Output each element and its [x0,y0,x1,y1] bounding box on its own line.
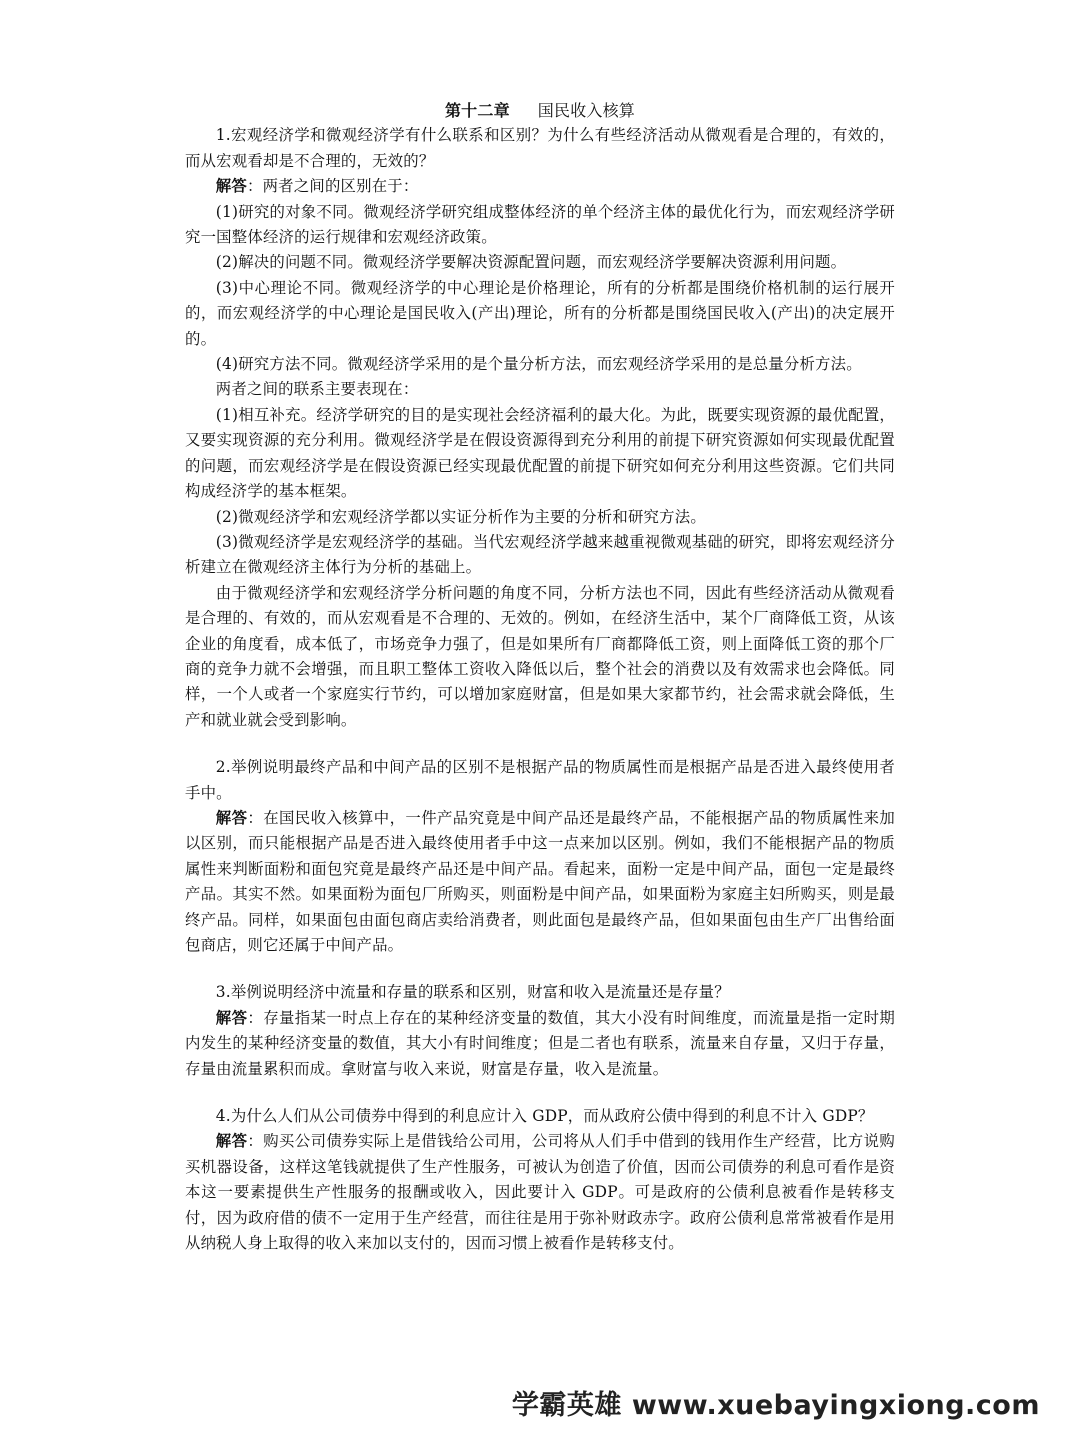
answer-3: 解答：存量指某一时点上存在的某种经济变量的数值，其大小没有时间维度，而流量是指一定时期内发生的某种经济变量的数值，其大小有时间维度；但是二者也有联系，流量来自存量，又归于存量，存量由流量累积而成。拿财富与收入来说，财富是存量，收入是流量。 [185,1008,896,1078]
chapter-title [185,98,895,123]
question-2: 2.举例说明最终产品和中间产品的区别不是根据产品的物质属性而是根据产品是否进入最终使用者手中。 [185,758,895,802]
document-page [185,98,895,1256]
chapter-topic: 国民收入核算 [537,101,635,120]
difference-4: (4)研究方法不同。微观经济学采用的是个量分析方法，而宏观经济学采用的是总量分析方法。 [215,355,862,374]
link-1: (1)相互补充。经济学研究的目的是实现社会经济福利的最大化。为此，既要实现资源的最优配置，又要实现资源的充分利用。微观经济学是在假设资源得到充分利用的前提下研究资源如何实现最优配置的问题，而宏观经济学是在假设资源已经实现最优配置的前提下研究如何充分利用这些资源。它们共同构成经济学的基本框架。 [185,405,895,501]
question-3: 3.举例说明经济中流量和存量的联系和区别，财富和收入是流量还是存量？ [215,983,730,1002]
question-1: 1.宏观经济学和微观经济学有什么联系和区别？为什么有些经济活动从微观看是合理的，有效的，而从宏观看却是不合理的，无效的？ [185,126,895,170]
answer-label: 解答 [215,1132,248,1151]
answer-2: 解答：在国民收入核算中，一件产品究竟是中间产品还是最终产品，不能根据产品的物质属性来加以区别，而只能根据产品是否进入最终使用者手中这一点来加以区别。例如，我们不能根据产品的物质属性来判断面粉和面包究竟是最终产品还是中间产品。看起来，面粉一定是中间产品，面包一定是最终产品。其实不然。如果面粉为面包厂所购买，则面粉是中间产品，如果面粉为家庭主妇所购买，则是最终产品。同样，如果面包由面包商店卖给消费者，则此面包是最终产品，但如果面包由生产厂出售给面包商店，则它还属于中间产品。 [185,808,896,954]
link-3: (3)微观经济学是宏观经济学的基础。当代宏观经济学越来越重视微观基础的研究，即将宏观经济分析建立在微观经济主体行为分析的基础上。 [185,532,895,577]
answer-label: 解答 [215,1008,248,1027]
answer-4: 解答：购买公司债券实际上是借钱给公司用，公司将从人们手中借到的钱用作生产经营，比方说购买机器设备，这样这笔钱就提供了生产性服务，可被认为创造了价值，因而公司债券的利息可看作是资本这一要素提供生产性服务的报酬或收入，因此要计入 GDP。可是政府的公债利息被看作是转移支付，因为政府借的债不一定用于生产经营，而往往是用于弥补财政赤字。政府公债利息常常被看作是用从纳税人身上取得的收入来加以支付的，因而习惯上被看作是转移支付。 [185,1132,896,1253]
difference-2: (2)解决的问题不同。微观经济学要解决资源配置问题，而宏观经济学要解决资源利用问题。 [215,253,847,272]
answer-1-intro: 解答：两者之间的区别在于： [215,177,419,196]
difference-1: (1)研究的对象不同。微观经济学研究组成整体经济的单个经济主体的最优化行为，而宏观经济学研究一国整体经济的运行规律和宏观经济政策。 [185,202,895,247]
watermark-brand: 学霸英雄 [511,1390,622,1421]
answer-1-conclusion: 由于微观经济学和宏观经济学分析问题的角度不同，分析方法也不同，因此有些经济活动从微观看是合理的、有效的，而从宏观看是不合理的、无效的。例如，在经济生活中，某个厂商降低工资，从该企业的角度看，成本低了，市场竞争力强了，但是如果所有厂商都降低工资，则上面降低工资的那个厂商的竞争力就不会增强，而且职工整体工资收入降低以后，整个社会的消费以及有效需求也会降低。同样，一个人或者一个家庭实行节约，可以增加家庭财富，但是如果大家都节约，社会需求就会降低，生产和就业就会受到影响。 [185,583,895,729]
question-4: 4.为什么人们从公司债券中得到的利息应计入 GDP，而从政府公债中得到的利息不计入 GDP？ [215,1107,874,1126]
difference-3: (3)中心理论不同。微观经济学的中心理论是价格理论，所有的分析都是围绕价格机制的运行展开的，而宏观经济学的中心理论是国民收入(产出)理论，所有的分析都是围绕国民收入(产出)的决定展开的。 [185,278,895,348]
spacer [185,733,895,755]
link-intro: 两者之间的联系主要表现在： [215,380,419,399]
spacer [185,958,895,980]
answer-label: 解答 [215,177,247,196]
spacer [185,1082,895,1104]
watermark-url: www.xuebayingxiong.com [631,1390,1040,1421]
answer-label: 解答 [215,808,248,827]
link-2: (2)微观经济学和宏观经济学都以实证分析作为主要的分析和研究方法。 [215,507,706,526]
site-watermark [512,1383,1040,1422]
chapter-number: 第十二章 [444,101,510,120]
